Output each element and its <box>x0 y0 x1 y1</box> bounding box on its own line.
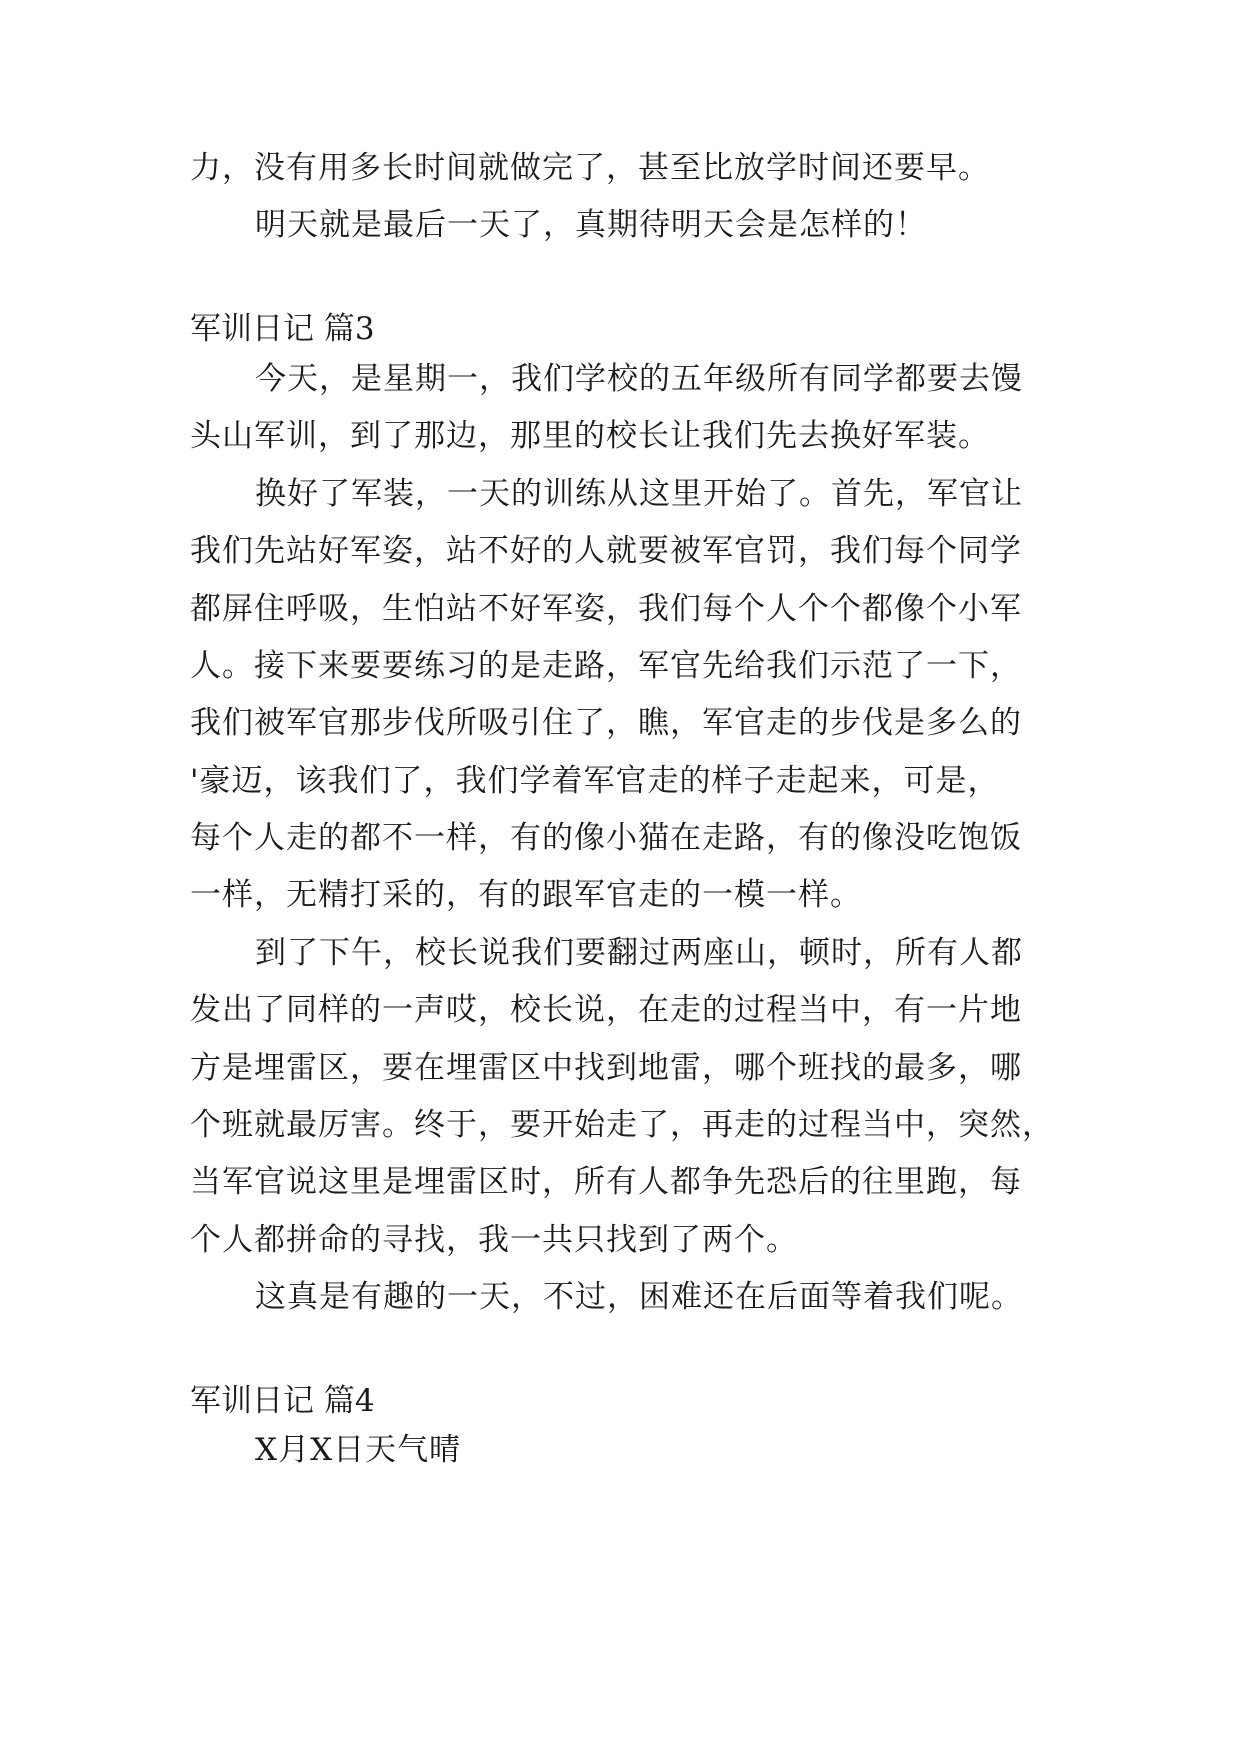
paragraph-line: 今天，是星期一，我们学校的五年级所有同学都要去馒 <box>255 361 1023 397</box>
paragraph-line: 力，没有用多长时间就做完了，甚至比放学时间还要早。 <box>190 150 990 186</box>
paragraph-line: 都屏住呼吸，生怕站不好军姿，我们每个人个个都像个小军 <box>190 591 1022 627</box>
paragraph-line: 个人都拼命的寻找，我一共只找到了两个。 <box>190 1222 798 1258</box>
section-heading: 军训日记 篇4 <box>190 1383 375 1419</box>
paragraph-line: '豪迈，该我们了，我们学着军官走的样子走起来，可是， <box>190 763 1000 799</box>
paragraph-line: 方是埋雷区，要在埋雷区中找到地雷，哪个班找的最多，哪 <box>190 1050 1022 1086</box>
paragraph-line: 到了下午，校长说我们要翻过两座山，顿时，所有人都 <box>255 935 1023 971</box>
paragraph-line: 人。接下来要要练习的是走路，军官先给我们示范了一下， <box>190 648 1022 684</box>
paragraph-line: 我们先站好军姿，站不好的人就要被军官罚，我们每个同学 <box>190 533 1022 569</box>
paragraph-line: 明天就是最后一天了，真期待明天会是怎样的！ <box>255 207 927 243</box>
section-heading: 军训日记 篇3 <box>190 311 375 347</box>
paragraph-line: 当军官说这里是埋雷区时，所有人都争先恐后的往里跑，每 <box>190 1164 1022 1200</box>
paragraph-line: 发出了同样的一声哎，校长说，在走的过程当中，有一片地 <box>190 992 1022 1028</box>
paragraph-line: 我们被军官那步伐所吸引住了，瞧，军官走的步伐是多么的 <box>190 705 1022 741</box>
paragraph-line: 一样，无精打采的，有的跟军官走的一模一样。 <box>190 877 862 913</box>
paragraph-line: 头山军训，到了那边，那里的校长让我们先去换好军装。 <box>190 418 990 454</box>
paragraph-line: X月X日天气晴 <box>255 1432 462 1468</box>
paragraph-line: 换好了军装，一天的训练从这里开始了。首先，军官让 <box>255 476 1023 512</box>
paragraph-line: 个班就最厉害。终于，要开始走了，再走的过程当中，突然， <box>190 1107 1054 1143</box>
paragraph-line: 每个人走的都不一样，有的像小猫在走路，有的像没吃饱饭 <box>190 820 1022 856</box>
paragraph-line: 这真是有趣的一天，不过，困难还在后面等着我们呢。 <box>255 1279 1023 1315</box>
